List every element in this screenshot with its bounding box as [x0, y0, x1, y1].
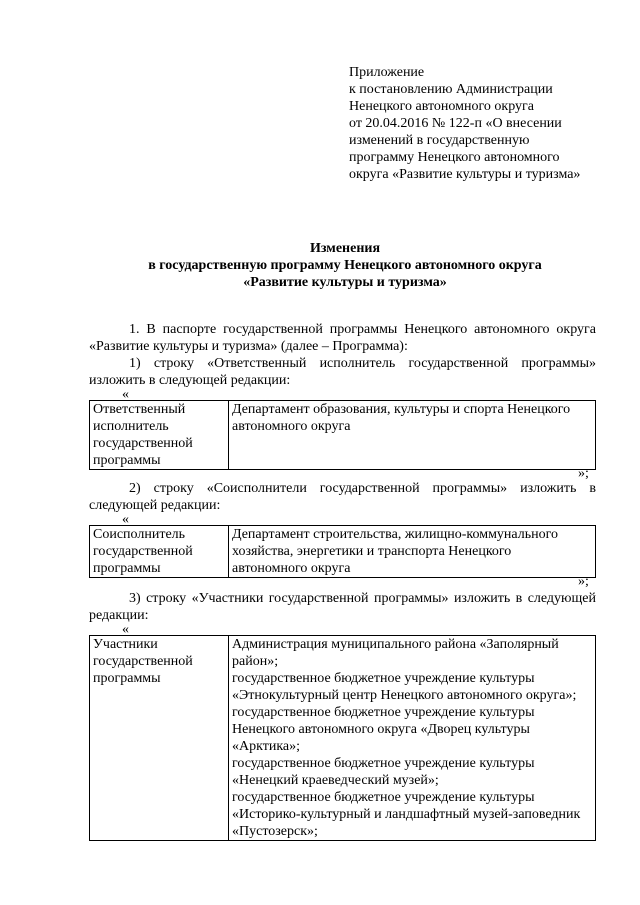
appendix-line: от 20.04.2016 № 122-п «О внесении	[349, 116, 562, 131]
appendix-line: округа «Развитие культуры и туризма»	[349, 167, 581, 182]
title-line: в государственную программу Ненецкого автономного округа	[148, 258, 542, 273]
item-heading-line: 3) строку «Участники государственной программы» изложить в следующей	[129, 591, 596, 606]
label-line: программы	[93, 561, 161, 576]
item-heading-line: изложить в следующей редакции:	[89, 373, 291, 388]
row-label-cell	[90, 401, 229, 470]
appendix-header	[349, 64, 619, 183]
item-heading-line: 1) строку «Ответственный исполнитель государственной программы»	[129, 356, 596, 371]
value-line: Департамент строительства, жилищно-коммунального	[232, 527, 559, 542]
table-row	[90, 401, 596, 470]
value-line: «Пустозерск»;	[232, 824, 318, 839]
table-row	[90, 636, 596, 841]
label-line: программы	[93, 671, 161, 686]
label-line: Соисполнитель	[93, 527, 186, 542]
title-line: «Развитие культуры и туризма»	[243, 275, 447, 290]
appendix-line: программу Ненецкого автономного	[349, 150, 560, 165]
appendix-line: к постановлению Администрации	[349, 82, 553, 97]
close-quote: »;	[578, 574, 589, 589]
value-line: государственное бюджетное учреждение культуры	[232, 756, 535, 771]
value-line: автономного округа	[232, 561, 351, 576]
value-line: автономного округа	[232, 419, 351, 434]
item-heading-line: 2) строку «Соисполнители государственной программы» изложить в	[129, 481, 596, 496]
appendix-line: Приложение	[349, 65, 425, 80]
row-value-cell	[229, 401, 596, 470]
row-label-cell	[90, 526, 229, 578]
item-1-table	[89, 400, 596, 470]
value-line: «Ненецкий краеведческий музей»;	[232, 773, 439, 788]
item-3-table	[89, 635, 596, 841]
item-2-table	[89, 525, 596, 578]
label-line: государственной	[93, 654, 193, 669]
title-line: Изменения	[309, 241, 381, 256]
label-line: программы	[93, 453, 161, 468]
intro-line: 1. В паспорте государственной программы Ненецкого автономного округа	[129, 322, 596, 337]
appendix-line: Ненецкого автономного округа	[349, 99, 534, 114]
value-line: хозяйства, энергетики и транспорта Ненецкого	[232, 544, 512, 559]
value-line: государственное бюджетное учреждение культуры	[232, 705, 535, 720]
label-line: государственной	[93, 436, 193, 451]
row-value-cell	[229, 526, 596, 578]
label-line: Участники	[93, 637, 158, 652]
value-line: государственное бюджетное учреждение культуры	[232, 790, 535, 805]
item-heading-line: следующей редакции:	[89, 498, 221, 513]
intro-paragraph	[89, 321, 596, 355]
item-1-heading	[89, 355, 596, 389]
value-line: «Историко-культурный и ландшафтный музей-заповедник	[232, 807, 581, 822]
value-line: Администрация муниципального района «Заполярный	[232, 637, 559, 652]
document-title	[60, 240, 630, 291]
label-line: Ответственный	[93, 402, 186, 417]
open-quote: «	[122, 387, 129, 402]
close-quote: »;	[578, 466, 589, 481]
value-line: государственное бюджетное учреждение культуры	[232, 671, 535, 686]
intro-line: «Развитие культуры и туризма» (далее – Программа):	[89, 339, 408, 354]
value-line: «Арктика»;	[232, 739, 301, 754]
item-2-heading	[89, 480, 596, 514]
row-value-cell	[229, 636, 596, 841]
value-line: Ненецкого автономного округа «Дворец культуры	[232, 722, 530, 737]
table-row	[90, 526, 596, 578]
label-line: исполнитель	[93, 419, 169, 434]
value-line: Департамент образования, культуры и спорта Ненецкого	[232, 402, 571, 417]
label-line: государственной	[93, 544, 193, 559]
item-3-heading	[89, 590, 596, 624]
item-heading-line: редакции:	[89, 608, 149, 623]
value-line: район»;	[232, 654, 279, 669]
open-quote: «	[122, 622, 129, 637]
row-label-cell	[90, 636, 229, 841]
value-line: «Этнокультурный центр Ненецкого автономного округа»;	[232, 688, 577, 703]
appendix-line: изменений в государственную	[349, 133, 530, 148]
open-quote: «	[122, 512, 129, 527]
